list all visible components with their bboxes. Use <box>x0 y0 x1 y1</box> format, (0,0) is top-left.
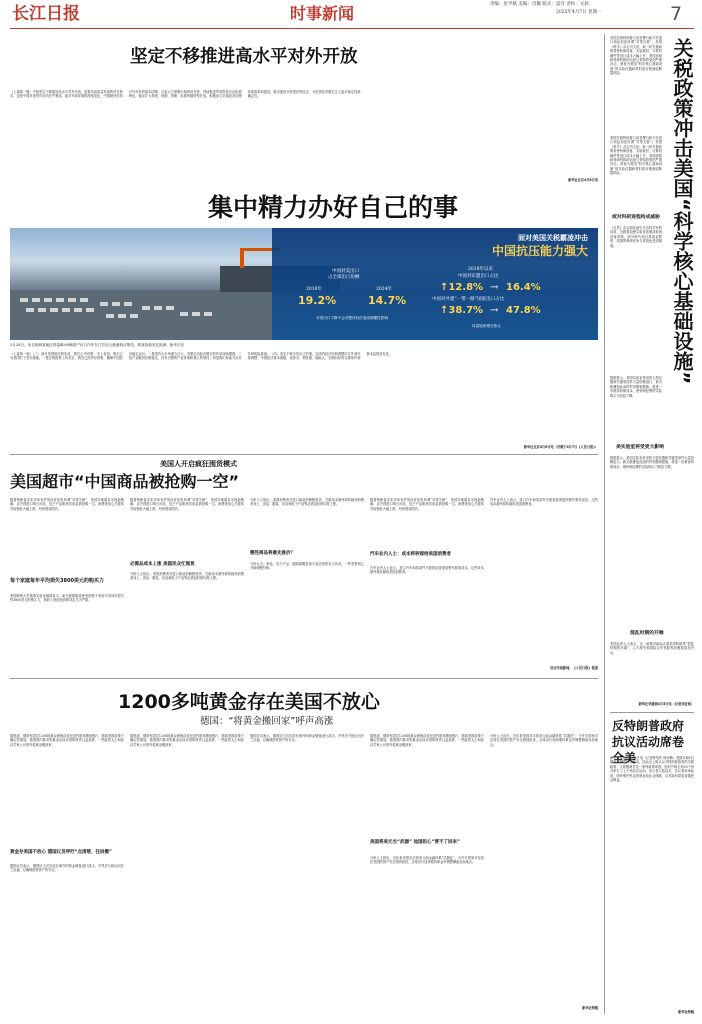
article4-body-col3: 德国议员表示，德国应当对存放在海外的黄金储备进行清点，并考虑分批运回法兰克福，以确保国家资产的安全。 <box>250 734 364 743</box>
article1-body: （上接第一版）中国坚定不移推进高水平对外开放，是推动高质量发展的内在要求，也是中国对世界作出的庄严承诺。面对外部环境的深刻变化，中国始终坚持对外开放的基本国策，以更大力度吸引和利用外资，持续推进贸易投资自由化便利化，稳步扩大规则、规制、管理、标准等制度型开放，积极参与全球经济治理体系改革和建设，推动建设开放型世界经济，为世界经济增长注入更多稳定性和确定性。 <box>10 90 361 99</box>
article4-body-col4: 据报道，德国有超过1200吨黄金储备存放在纽约联邦储备银行，随着美国政策不确定性增加，德国国内要求将黄金运回本国的呼声日益高涨，一些政界人士和经济学家公开呼吁将黄金搬回家。 <box>370 734 484 747</box>
infographic-right-label: 中国对东盟出口占比 <box>458 274 499 279</box>
sidebar-title: 关税政策冲击美国“科学核心基础设施” <box>670 38 694 385</box>
article3-body-col5: 汽车业内人士表示，进口汽车和零部件关税将显著提高整车制造成本，这些成本最终将转嫁给美国消费者。 <box>490 498 598 507</box>
article4-body: 据报道，德国有超过1200吨黄金储备存放在纽约联邦储备银行，随着美国政策不确定性增加，德国国内要求将黄金运回本国的呼声日益高涨，一些政界人士和经济学家公开呼吁将黄金搬回家。 <box>10 734 124 747</box>
article4-title: 1200多吨黄金存在美国不放心 <box>118 691 380 713</box>
infographic-right-val1: ↑12.8% <box>440 282 484 293</box>
infographic-right-arrow2: → <box>490 305 499 316</box>
article5-body: 新华社华盛顿4月5日电（记者熊茂伶 徐剑梅）美国多地5日爆发大规模抗议活动，民众走上街头反对特朗普政府的关税政策、大规模裁员及一系列政策举措。组织方称全美50个州共举行了上千场抗议活动，参与者人数众多，抗议者高举标语，呼吁保护民众的就业和社会保障，反对政府损害普通民众利益。 <box>610 756 694 783</box>
article2-title: 集中精力办好自己的事 <box>208 193 459 222</box>
sidebar-intro: 美国总统特朗普日前签署行政令对进口商品加征所谓“对等关税”。美国《科学》杂志刊文说，新一轮关税政策将使科研设备、实验耗材、计算机硬件等进口成本大幅上升，美国高校和科研机构的运营与采购将受到严重冲击，被视为美国“科学核心基础设施”的实验仪器和材料供应链面临断裂风险。 <box>610 36 662 76</box>
article3-sub1: 每个家庭每年平均损失3800美元的购买力 <box>10 578 104 584</box>
divider-a3 <box>10 454 598 455</box>
article3-title: 美国超市“中国商品被抢购一空” <box>10 472 240 491</box>
article3-body3: 汽车业内人士表示，进口汽车和零部件关税将显著提高整车制造成本，这些成本最终将转嫁给美国消费者。 <box>370 566 484 575</box>
sidebar-body1b: 数据显示，美国实验室常用的大型仪器和关键零部件大量依赖进口，新关税叠加此前的贸易限制措施，将进一步推高科研成本，使科研经费的实际购买力明显下降。 <box>610 376 662 398</box>
infographic-left-label2: 占全部出口份额 <box>328 275 360 280</box>
article4-sub1: 黄金存美国不放心 德国议员呼吁“点清楚、往回搬” <box>10 850 112 855</box>
article4-body1: 德国议员表示，德国应当对存放在海外的黄金储备进行清点，并考虑分批运回法兰克福，以确保国家资产的安全。 <box>10 864 124 873</box>
article5-sign: 新华社特稿 <box>678 1010 694 1014</box>
infographic-left-label1: 中国对美出口 <box>332 269 359 274</box>
article4-body-col2: 据报道，德国有超过1200吨黄金储备存放在纽约联邦储备银行，随着美国政策不确定性增加，德国国内要求将黄金运回本国的呼声日益高涨，一些政界人士和经济学家公开呼吁将黄金搬回家。 <box>130 734 244 747</box>
infographic-right-year: 2018年以来 <box>468 267 493 272</box>
sidebar-intro-cont: 美国总统特朗普日前签署行政令对进口商品加征所谓“对等关税”。美国《科学》杂志刊文说，新一轮关税政策将使科研设备、实验耗材、计算机硬件等进口成本大幅上升，美国高校和科研机构的运营与采购将受到严重冲击，被视为美国“科学核心基础设施”的实验仪器和材料供应链面临断裂风险。 <box>610 136 662 176</box>
article3-body1: 美国耶鲁大学预算实验室测算显示，新关税措施将使美国每个家庭平均每年损失约3800美元的购买力，低收入家庭受到的冲击尤为严重。 <box>10 594 124 603</box>
photo-caption: 2月26日，来自欧洲某地区的超4000辆国产出口汽车在江苏连云港港码头集结，准备装船发往欧洲。新华社发 <box>10 343 185 347</box>
infographic-right-arrow1: → <box>490 282 499 293</box>
infographic-right-val2: 16.4% <box>506 282 541 293</box>
sidebar-body3: 美国业界人士表示，这一政策可能标志着美国科研界“混乱时期的开端”，人才流失和国际合作受阻等问题将更加突出。 <box>610 642 694 655</box>
infographic-panel <box>272 228 598 340</box>
article3-sign: 综合央视新闻、《人民日报》报道 <box>550 666 598 670</box>
article3-body-col2: 随着特朗普宣布对所有贸易伙伴征收所谓“对等关税”，美国多地超市出现抢购潮，从中国进口的日用品、电子产品和家居用品被抢购一空。消费者担心关税将导致物价大幅上涨，纷纷提前囤货。 <box>130 498 244 511</box>
article4-sign: 新华社特稿 <box>582 1006 598 1010</box>
date-line: 2025年4月7日 星期一 <box>556 10 602 15</box>
article4-body2: 分析人士指出，近年来美国多次将美元和金融体系“武器化”，令许多国家对存放在美国的资产安全感到担忧，全球央行加快增持黄金并调整储备存放地点。 <box>370 856 484 865</box>
infographic-title-line1: 面对美国关税霸凌冲击 <box>518 234 588 242</box>
divider-a5 <box>610 712 694 713</box>
newspaper-logo: 长江日报 <box>12 4 80 24</box>
article3-body2: 分析人士指出，美国消费者对进口商品依赖程度高，关税成本最终将转嫁到消费者身上，食品、服装、玩具和电子产品等必需品价格均将上涨。 <box>130 572 244 581</box>
infographic-title-line2: 中国抗压能力强大 <box>491 244 588 258</box>
article3-body3-col3: 分析人士指出，美国消费者对进口商品依赖程度高，关税成本最终将转嫁到消费者身上，食品、服装、玩具和电子产品等必需品价格均将上涨。 <box>250 498 364 507</box>
section-title: 时事新闻 <box>290 4 355 23</box>
article3-kicker: 美国人开启疯狂囤货模式 <box>160 460 237 468</box>
sidebar-sign: 新华社华盛顿4月5日电（记者刘亚南） <box>638 702 694 706</box>
article1-sign: 新华社北京4月6日电 <box>568 178 598 182</box>
article4-subtitle: 德国：“将黄金搬回家”呼声高涨 <box>200 716 334 727</box>
news-photo <box>10 228 598 340</box>
sidebar-body2: 数据显示，美国实验室常用的大型仪器和关键零部件大量依赖进口，新关税叠加此前的贸易限制措施，将进一步推高科研成本，使科研经费的实际购买力明显下降。 <box>610 456 694 469</box>
infographic-right-label2: 中国对共建“一带一路”国家出口占比 <box>432 297 505 302</box>
article4-body-col5: 分析人士指出，近年来美国多次将美元和金融体系“武器化”，令许多国家对存放在美国的资产安全感到担忧，全球央行加快增持黄金并调整储备存放地点。 <box>490 734 598 747</box>
sidebar-body1: 《自然》杂志网站援引多位科学家的话说，关税将迫使实验室延缓或取消设备采购，部分研究项目将被迫暂停，美国的科研竞争力将因此受到削弱。 <box>610 226 662 248</box>
divider-a4 <box>10 678 598 679</box>
masthead-rule <box>10 28 694 29</box>
sidebar-sub2: 美实验室将受更大影响 <box>616 445 664 450</box>
editor-line: 责编：彭学斌 美编：肖璐 版式：夏洋 责校：文莉 <box>490 2 589 7</box>
infographic-right-note: 体量较快增长势头 <box>472 324 501 328</box>
column-divider <box>604 34 605 1014</box>
article1-title: 坚定不移推进高水平对外开放 <box>130 47 358 67</box>
sidebar-sub1: 或对科研进程构成威胁 <box>612 215 660 220</box>
article4-sub2: 美国将美元当“武器” 他国担心“要不了回来” <box>370 840 460 845</box>
infographic-val-a: 19.2% <box>298 294 337 307</box>
infographic-year-b: 2024年 <box>376 287 392 292</box>
page-number: 7 <box>670 3 683 25</box>
masthead <box>0 0 702 28</box>
article5-title: 反特朗普政府抗议活动席卷全美 <box>612 719 685 765</box>
article3-sub3: 汽车业内人士：成本将转嫁给美国消费者 <box>370 552 451 557</box>
article2-sign: 新华社北京4月6日电（刊载于4月7日《人民日报》） <box>523 445 598 449</box>
article2-body: （上接第一版）（三）面对美国施压的危局，我们心中有数、手上有招。我们已为美国打下坚实基础。一是宏观政策工具充足，我们已经作好预案，确保中国经济稳定运行；二是国内大市场潜力巨大，内需拉动经济增长的作用持续增强；三是产业链供应链稳定，具有完整的产业体系和强大的韧性；四是我们有能力应对各种风险挑战。（四）坚定不移办好自己的事，以国内经济结构调整应对外部环境调整。中国经济基本面稳，优势多、韧性强、潜能大，长期向好的支撑条件和基本趋势没有变。 <box>10 352 392 361</box>
article3-body4: 分析认为，家电、电子产品、服装鞋帽及部分食品等将首当其冲，一些零售商已开始调整价格。 <box>250 562 364 571</box>
article3-sub4: 哪些商品将最先涨价？ <box>250 551 295 556</box>
infographic-left-note: 对美出口下降不会对整体经济造成颠覆性影响 <box>316 316 388 320</box>
infographic-year-a: 2018年 <box>306 287 322 292</box>
article3-body-col4: 随着特朗普宣布对所有贸易伙伴征收所谓“对等关税”，美国多地超市出现抢购潮，从中国进口的日用品、电子产品和家居用品被抢购一空。消费者担心关税将导致物价大幅上涨，纷纷提前囤货。 <box>370 498 484 511</box>
sidebar-sub3: 混乱时期的开端 <box>630 631 664 636</box>
article3-sub2: 必需品成本上涨 美国民众忙囤货 <box>130 562 195 567</box>
infographic-val-b: 14.7% <box>368 294 407 307</box>
infographic-right-val4: 47.8% <box>506 305 541 316</box>
article3-body: 随着特朗普宣布对所有贸易伙伴征收所谓“对等关税”，美国多地超市出现抢购潮，从中国进口的日用品、电子产品和家居用品被抢购一空。消费者担心关税将导致物价大幅上涨，纷纷提前囤货。 <box>10 498 124 511</box>
infographic-right-val3: ↑38.7% <box>440 305 484 316</box>
